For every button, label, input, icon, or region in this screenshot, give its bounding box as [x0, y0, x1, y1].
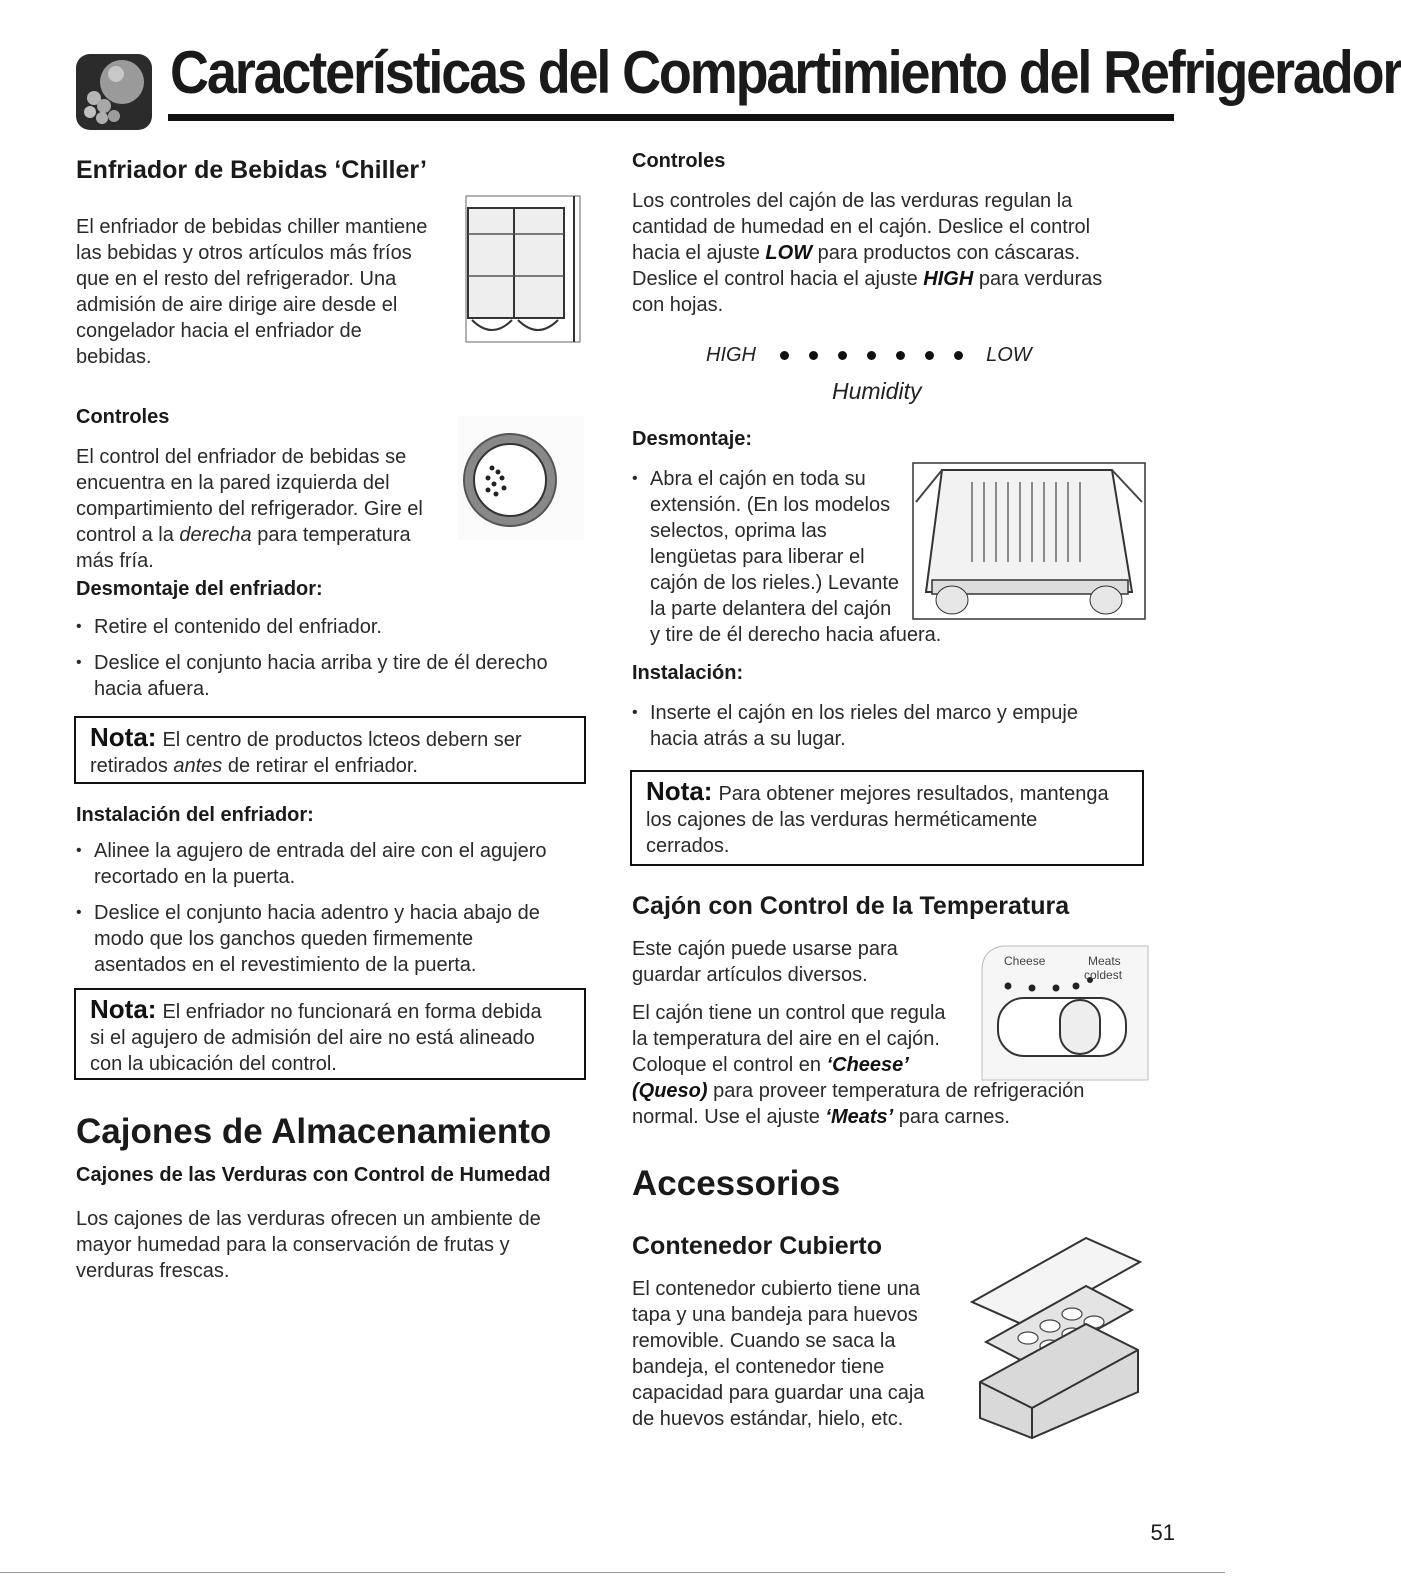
- note-box-1: Nota: El centro de productos lcteos debern ser retirados antes de retirar el enfriador.: [74, 716, 586, 784]
- crisper-controls-text: Los controles del cajón de las verduras regulan la cantidad de humedad en el cajón. Deslice el control hacia el ajuste LOW para productos con cáscaras. Deslice el control hacia el ajuste HIGH para verduras con hojas.: [632, 190, 1103, 316]
- controls-heading-right: Controles: [632, 150, 726, 172]
- temp-drawer-text-2: El cajón tiene un control que regula la temperatura del aire en el cajón. Coloque el control en ‘Cheese’ (Queso) para proveer temperatura de refrigeración normal. Use el ajuste ‘Meats’ para carnes.: [632, 1002, 1085, 1128]
- crisper-drawer-illustration: [912, 462, 1146, 620]
- chiller-intro: El enfriador de bebidas chiller mantiene las bebidas y otros artículos más fríos que en el resto del refrigerador. Una admisión de aire dirige aire desde el congelador hacia el enfriador de bebidas.: [76, 216, 428, 368]
- humidity-caption: Humidity: [832, 378, 922, 404]
- controls-heading-left: Controles: [76, 406, 170, 428]
- page-title: Características del Compartimiento del Refrigerador: [170, 39, 1401, 106]
- page-number: 51: [1150, 1520, 1175, 1545]
- storage-text: Los cajones de las verduras ofrecen un ambiente de mayor humedad para la conservación de frutas y verduras frescas.: [76, 1208, 541, 1282]
- fruit-logo-icon: [76, 54, 152, 130]
- title-rule: [168, 114, 1174, 121]
- note-box-3: Nota: Para obtener mejores resultados, mantenga los cajones de las verduras herméticamente cerrados.: [630, 770, 1144, 866]
- accessories-heading: Accessorios: [632, 1164, 841, 1203]
- chiller-illustration: [464, 194, 582, 344]
- note-box-2: Nota: El enfriador no funcionará en forma debida si el agujero de admisión del aire no está alineado con la ubicación del control.: [74, 988, 586, 1080]
- list-item: • Retire el contenido del enfriador.: [76, 614, 382, 640]
- temp-dial-illustration: [972, 940, 1148, 1080]
- dial-meats-label: Meats: [1088, 954, 1121, 968]
- list-item: • Abra el cajón en toda su extensión. (En los modelos selectos, oprima las lengüetas para liberar el cajón de los rieles.) Levante la parte delantera del cajón y tire de él derecho hacia afuera.: [632, 466, 990, 648]
- accessories-subheading: Contenedor Cubierto: [632, 1232, 882, 1260]
- dial-coldest-label: coldest: [1084, 968, 1123, 982]
- scale-low-label: LOW: [986, 344, 1032, 366]
- chiller-install-heading: Instalación del enfriador:: [76, 804, 314, 826]
- covered-container-illustration: [966, 1232, 1146, 1442]
- list-item: • Inserte el cajón en los rieles del marco y empuje hacia atrás a su lugar.: [632, 700, 1170, 752]
- dial-cheese-label: Cheese: [1004, 954, 1046, 968]
- temp-drawer-text-1: Este cajón puede usarse para guardar artículos diversos.: [632, 938, 898, 986]
- scale-high-label: HIGH: [706, 344, 756, 366]
- humidity-scale: [706, 344, 1032, 367]
- list-item: • Alinee la agujero de entrada del aire con el agujero recortado en la puerta.: [76, 838, 547, 890]
- chiller-controls-text: El control del enfriador de bebidas se encuentra en la pared izquierda del compartimiento del refrigerador. Gire el control a la derecha para temperatura más fría.: [76, 446, 423, 572]
- temp-drawer-heading: Cajón con Control de la Temperatura: [632, 892, 1070, 920]
- list-item: • Deslice el conjunto hacia arriba y tire de él derecho hacia afuera.: [76, 650, 548, 702]
- bottom-rule: [0, 1572, 1225, 1573]
- storage-heading: Cajones de Almacenamiento: [76, 1112, 552, 1151]
- chiller-heading: Enfriador de Bebidas ‘Chiller’: [76, 156, 428, 184]
- storage-subheading: Cajones de las Verduras con Control de Humedad: [76, 1164, 551, 1186]
- list-item: • Deslice el conjunto hacia adentro y hacia abajo de modo que los ganchos queden firmemente asentados en el revestimiento de la puerta.: [76, 900, 540, 978]
- chiller-removal-heading: Desmontaje del enfriador:: [76, 578, 323, 600]
- chiller-dial-illustration: [458, 416, 584, 540]
- install-heading: Instalación:: [632, 662, 744, 684]
- accessories-text: El contenedor cubierto tiene una tapa y una bandeja para huevos removible. Cuando se saca la bandeja, el contenedor tiene capacidad para guardar una caja de huevos estándar, hielo, etc.: [632, 1278, 925, 1430]
- removal-heading: Desmontaje:: [632, 428, 753, 450]
